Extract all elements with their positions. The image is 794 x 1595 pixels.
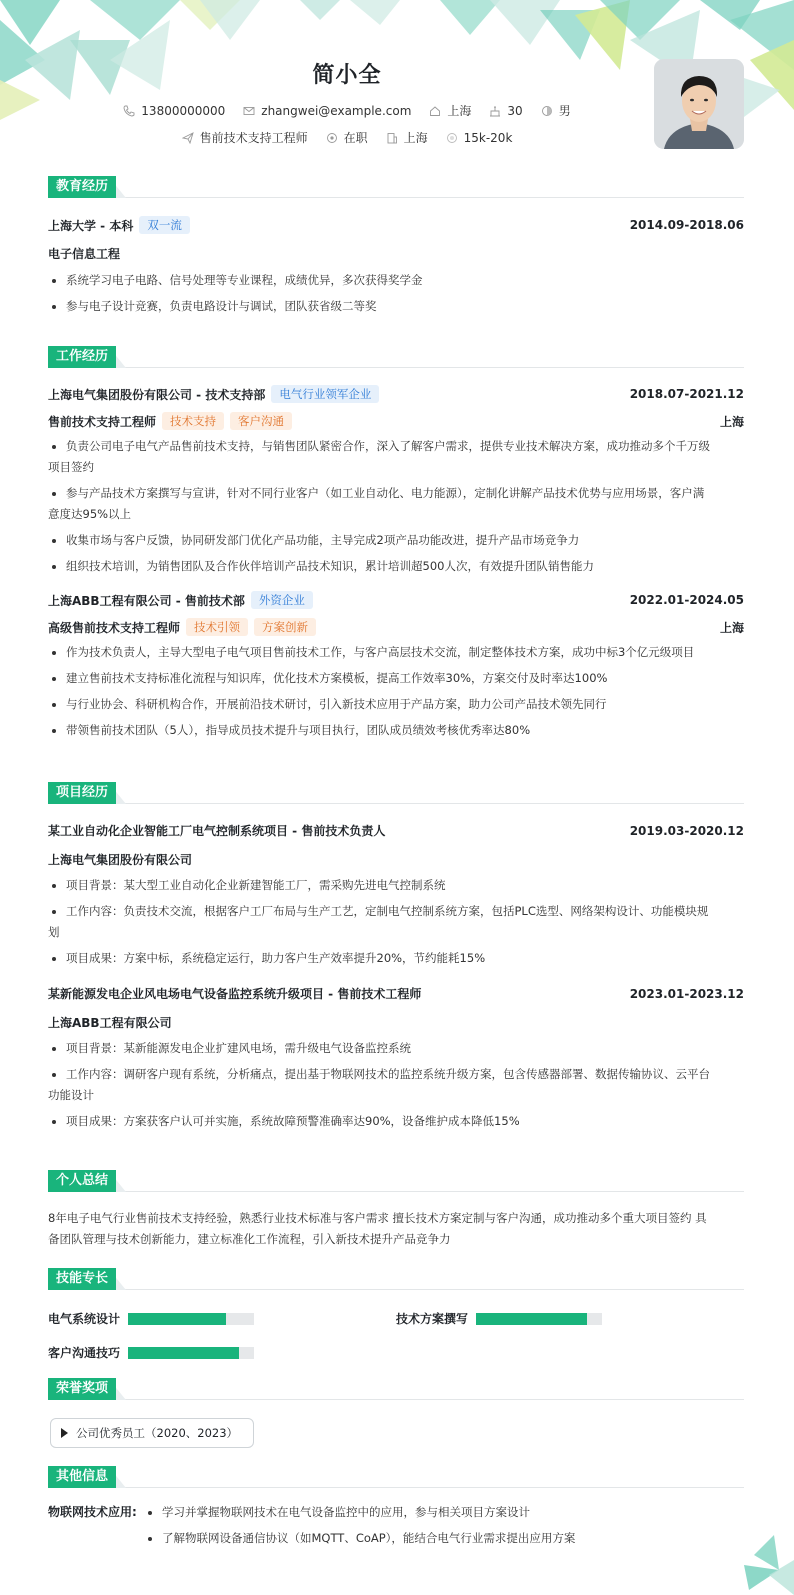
skill-tag: 客户沟通: [230, 412, 292, 430]
job-role-row: [48, 412, 744, 430]
home-icon: [429, 105, 441, 117]
work-section: [48, 346, 744, 741]
skills-section: [48, 1268, 744, 1290]
mail-icon: [243, 105, 255, 117]
skill-tag: 技术引领: [186, 618, 248, 636]
list-item: 工作内容：负责技术交流，根据客户工厂布局与生产工艺，定制电气控制系统方案，包括PLC选型、网络架构设计、功能模块规: [48, 901, 744, 922]
list-item: 学习并掌握物联网技术在电气设备监控中的应用，参与相关项目方案设计: [144, 1502, 744, 1523]
list-item: 工作内容：调研客户现有系统，分析痛点，提出基于物联网技术的监控系统升级方案，包含传感器部署、数据传输协议、云平台: [48, 1064, 744, 1085]
target-city-text: 上海: [403, 131, 428, 145]
company-name: 上海ABB工程有限公司 - 售前技术部: [48, 593, 245, 608]
project-header: [48, 822, 744, 839]
other-section: [48, 1466, 744, 1549]
salary-text: 15k-20k: [463, 130, 513, 145]
list-item: 建立售前技术支持标准化流程与知识库，优化技术方案模板，提高工作效率30%，方案交付及时率达100%: [48, 668, 744, 689]
skill-tag: 技术支持: [162, 412, 224, 430]
contact-row: [0, 102, 694, 119]
job-role-row: [48, 618, 744, 636]
skill-bar-fill: [128, 1313, 226, 1325]
status-item: [326, 129, 368, 146]
project-name: 某工业自动化企业智能工厂电气控制系统项目 - 售前技术负责人: [48, 824, 386, 838]
section-title: 其他信息: [48, 1466, 116, 1488]
list-item: 组织技术培训，为销售团队及合作伙伴培训产品技术知识，累计培训超500人次，有效提升团队销售能力: [48, 556, 744, 577]
job-intent-row: [0, 129, 694, 146]
age-text: 30: [507, 103, 523, 118]
gender-icon: [541, 105, 553, 117]
list-item: 收集市场与客户反馈，协同研发部门优化产品功能，主导完成2项产品功能改进，提升产品市场竞争力: [48, 530, 744, 551]
building-icon: [386, 132, 398, 144]
section-header: [48, 1378, 744, 1400]
list-item: 项目成果：方案获客户认可并实施，系统故障预警准确率达90%，设备维护成本降低15%: [48, 1111, 744, 1132]
skill-name: 电气系统设计: [48, 1312, 121, 1326]
list-item-continuation: 功能设计: [48, 1088, 94, 1102]
skill-tag: 方案创新: [254, 618, 316, 636]
education-period: 2014.09-2018.06: [629, 218, 744, 232]
education-section: [48, 176, 744, 317]
skill-bar: [476, 1313, 602, 1325]
candidate-name: 简小全: [312, 63, 382, 88]
skill-bar: [128, 1347, 254, 1359]
job-location: 上海: [719, 414, 744, 429]
section-header: [48, 1268, 744, 1290]
email-item: [243, 104, 411, 118]
list-item-continuation: 划: [48, 925, 60, 939]
skill-item: [48, 1344, 254, 1361]
list-item: 了解物联网设备通信协议（如MQTT、CoAP），能结合电气行业需求提出应用方案: [144, 1528, 744, 1549]
skill-bar: [128, 1313, 254, 1325]
other-bullets: [144, 1502, 744, 1549]
skill-item: [396, 1310, 602, 1327]
resume-header: [0, 0, 794, 165]
age-icon: [489, 105, 501, 117]
phone-icon: [123, 105, 135, 117]
summary-text: [48, 1208, 744, 1250]
phone-text: 13800000000: [141, 103, 226, 118]
job-bullets: [48, 642, 744, 741]
skill-name: 客户沟通技巧: [48, 1346, 121, 1360]
project-header: [48, 985, 744, 1002]
section-header: [48, 782, 744, 804]
company-tag: 电气行业领军企业: [271, 385, 379, 403]
education-bullets: [48, 270, 744, 317]
summary-line: 备团队管理与技术创新能力，建立标准化工作流程，引入新技术提升产品竞争力: [48, 1232, 451, 1246]
list-item: 参与电子设计竞赛，负责电路设计与调试，团队获省级二等奖: [48, 296, 744, 317]
target-city-item: [386, 129, 428, 146]
education-entry-header: [48, 216, 744, 234]
status-text: 在职: [343, 131, 368, 145]
list-item: 负责公司电子电气产品售前技术支持，与销售团队紧密合作，深入了解客户需求，提供专业技术解决方案，成功推动多个千万级: [48, 436, 744, 457]
major: 电子信息工程: [48, 247, 121, 261]
skill-name: 技术方案撰写: [396, 1312, 469, 1326]
projects-section: [48, 782, 744, 1132]
award-item[interactable]: [50, 1418, 254, 1448]
section-title: 技能专长: [48, 1268, 116, 1290]
list-item-continuation: 意度达95%以上: [48, 507, 132, 521]
job-period: 2018.07-2021.12: [629, 387, 744, 401]
project-period: 2019.03-2020.12: [629, 823, 744, 838]
list-item: 作为技术负责人，主导大型电子电气项目售前技术工作，与客户高层技术交流，制定整体技术方案，成功中标3个亿元级项目: [48, 642, 744, 663]
project-period: 2023.01-2023.12: [629, 986, 744, 1001]
list-item: 与行业协会、科研机构合作，开展前沿技术研讨，引入新技术应用于产品方案，助力公司产品技术领先同行: [48, 694, 744, 715]
job-header: [48, 385, 744, 403]
other-info-label: 物联网技术应用:: [48, 1505, 137, 1519]
section-header: [48, 1466, 744, 1488]
list-item: 项目成果：方案中标，系统稳定运行，助力客户生产效率提升20%，节约能耗15%: [48, 948, 744, 969]
project-company: 上海电气集团股份有限公司: [48, 853, 193, 867]
skill-bar-fill: [476, 1313, 587, 1325]
job-role: 售前技术支持工程师: [48, 414, 157, 429]
section-title: 个人总结: [48, 1170, 116, 1192]
summary-line: 8年电子电气行业售前技术支持经验，熟悉行业技术标准与客户需求 擅长技术方案定制与客户沟通，成功推动多个重大项目签约 具: [48, 1211, 707, 1225]
award-text: 公司优秀员工（2020、2023）: [76, 1426, 239, 1440]
gender-item: [541, 102, 571, 119]
section-header: [48, 346, 744, 368]
other-info-row: [48, 1502, 744, 1549]
job-role: 高级售前技术支持工程师: [48, 620, 181, 635]
salary-icon: [446, 132, 458, 144]
list-item: 项目背景：某大型工业自动化企业新建智能工厂，需采购先进电气控制系统: [48, 875, 744, 896]
salary-item: [446, 131, 513, 145]
project-bullets: [48, 1038, 744, 1132]
section-header: [48, 176, 744, 198]
list-item: 参与产品技术方案撰写与宣讲，针对不同行业客户（如工业自动化、电力能源），定制化讲解产品技术优势与应用场景，客户满: [48, 483, 744, 504]
status-icon: [326, 132, 338, 144]
section-title: 荣誉奖项: [48, 1378, 116, 1400]
city-item: [429, 102, 471, 119]
project-bullets: [48, 875, 744, 969]
summary-section: [48, 1170, 744, 1250]
project-company: 上海ABB工程有限公司: [48, 1016, 172, 1030]
project-name: 某新能源发电企业风电场电气设备监控系统升级项目 - 售前技术工程师: [48, 987, 422, 1001]
company-name: 上海电气集团股份有限公司 - 技术支持部: [48, 387, 266, 402]
school-name: 上海大学 - 本科: [48, 218, 134, 233]
list-item: 带领售前技术团队（5人），指导成员技术提升与项目执行，团队成员绩效考核优秀率达80%: [48, 720, 744, 741]
section-title: 教育经历: [48, 176, 116, 198]
profile-photo: [654, 59, 744, 149]
school-tag: 双一流: [139, 216, 190, 234]
job-header: [48, 591, 744, 609]
job-bullets: [48, 436, 744, 577]
triangle-right-icon: [61, 1428, 68, 1438]
job-location: 上海: [719, 620, 744, 635]
section-title: 项目经历: [48, 782, 116, 804]
company-tag: 外资企业: [251, 591, 313, 609]
job-period: 2022.01-2024.05: [629, 593, 744, 607]
email-text: zhangwei@example.com: [261, 103, 412, 118]
job-title-item: [182, 129, 308, 146]
list-item: 系统学习电子电路、信号处理等专业课程，成绩优异，多次获得奖学金: [48, 270, 744, 291]
job-title-text: 售前技术支持工程师: [199, 131, 308, 145]
send-icon: [182, 132, 194, 144]
list-item-continuation: 项目签约: [48, 460, 94, 474]
city-text: 上海: [447, 104, 472, 118]
section-title: 工作经历: [48, 346, 116, 368]
gender-text: 男: [558, 104, 571, 118]
age-item: [489, 104, 522, 118]
phone-item: [123, 104, 225, 118]
honors-section: [48, 1378, 744, 1400]
section-header: [48, 1170, 744, 1192]
skill-bar-fill: [128, 1347, 239, 1359]
list-item: 项目背景：某新能源发电企业扩建风电场，需升级电气设备监控系统: [48, 1038, 744, 1059]
skill-item: [48, 1310, 254, 1327]
